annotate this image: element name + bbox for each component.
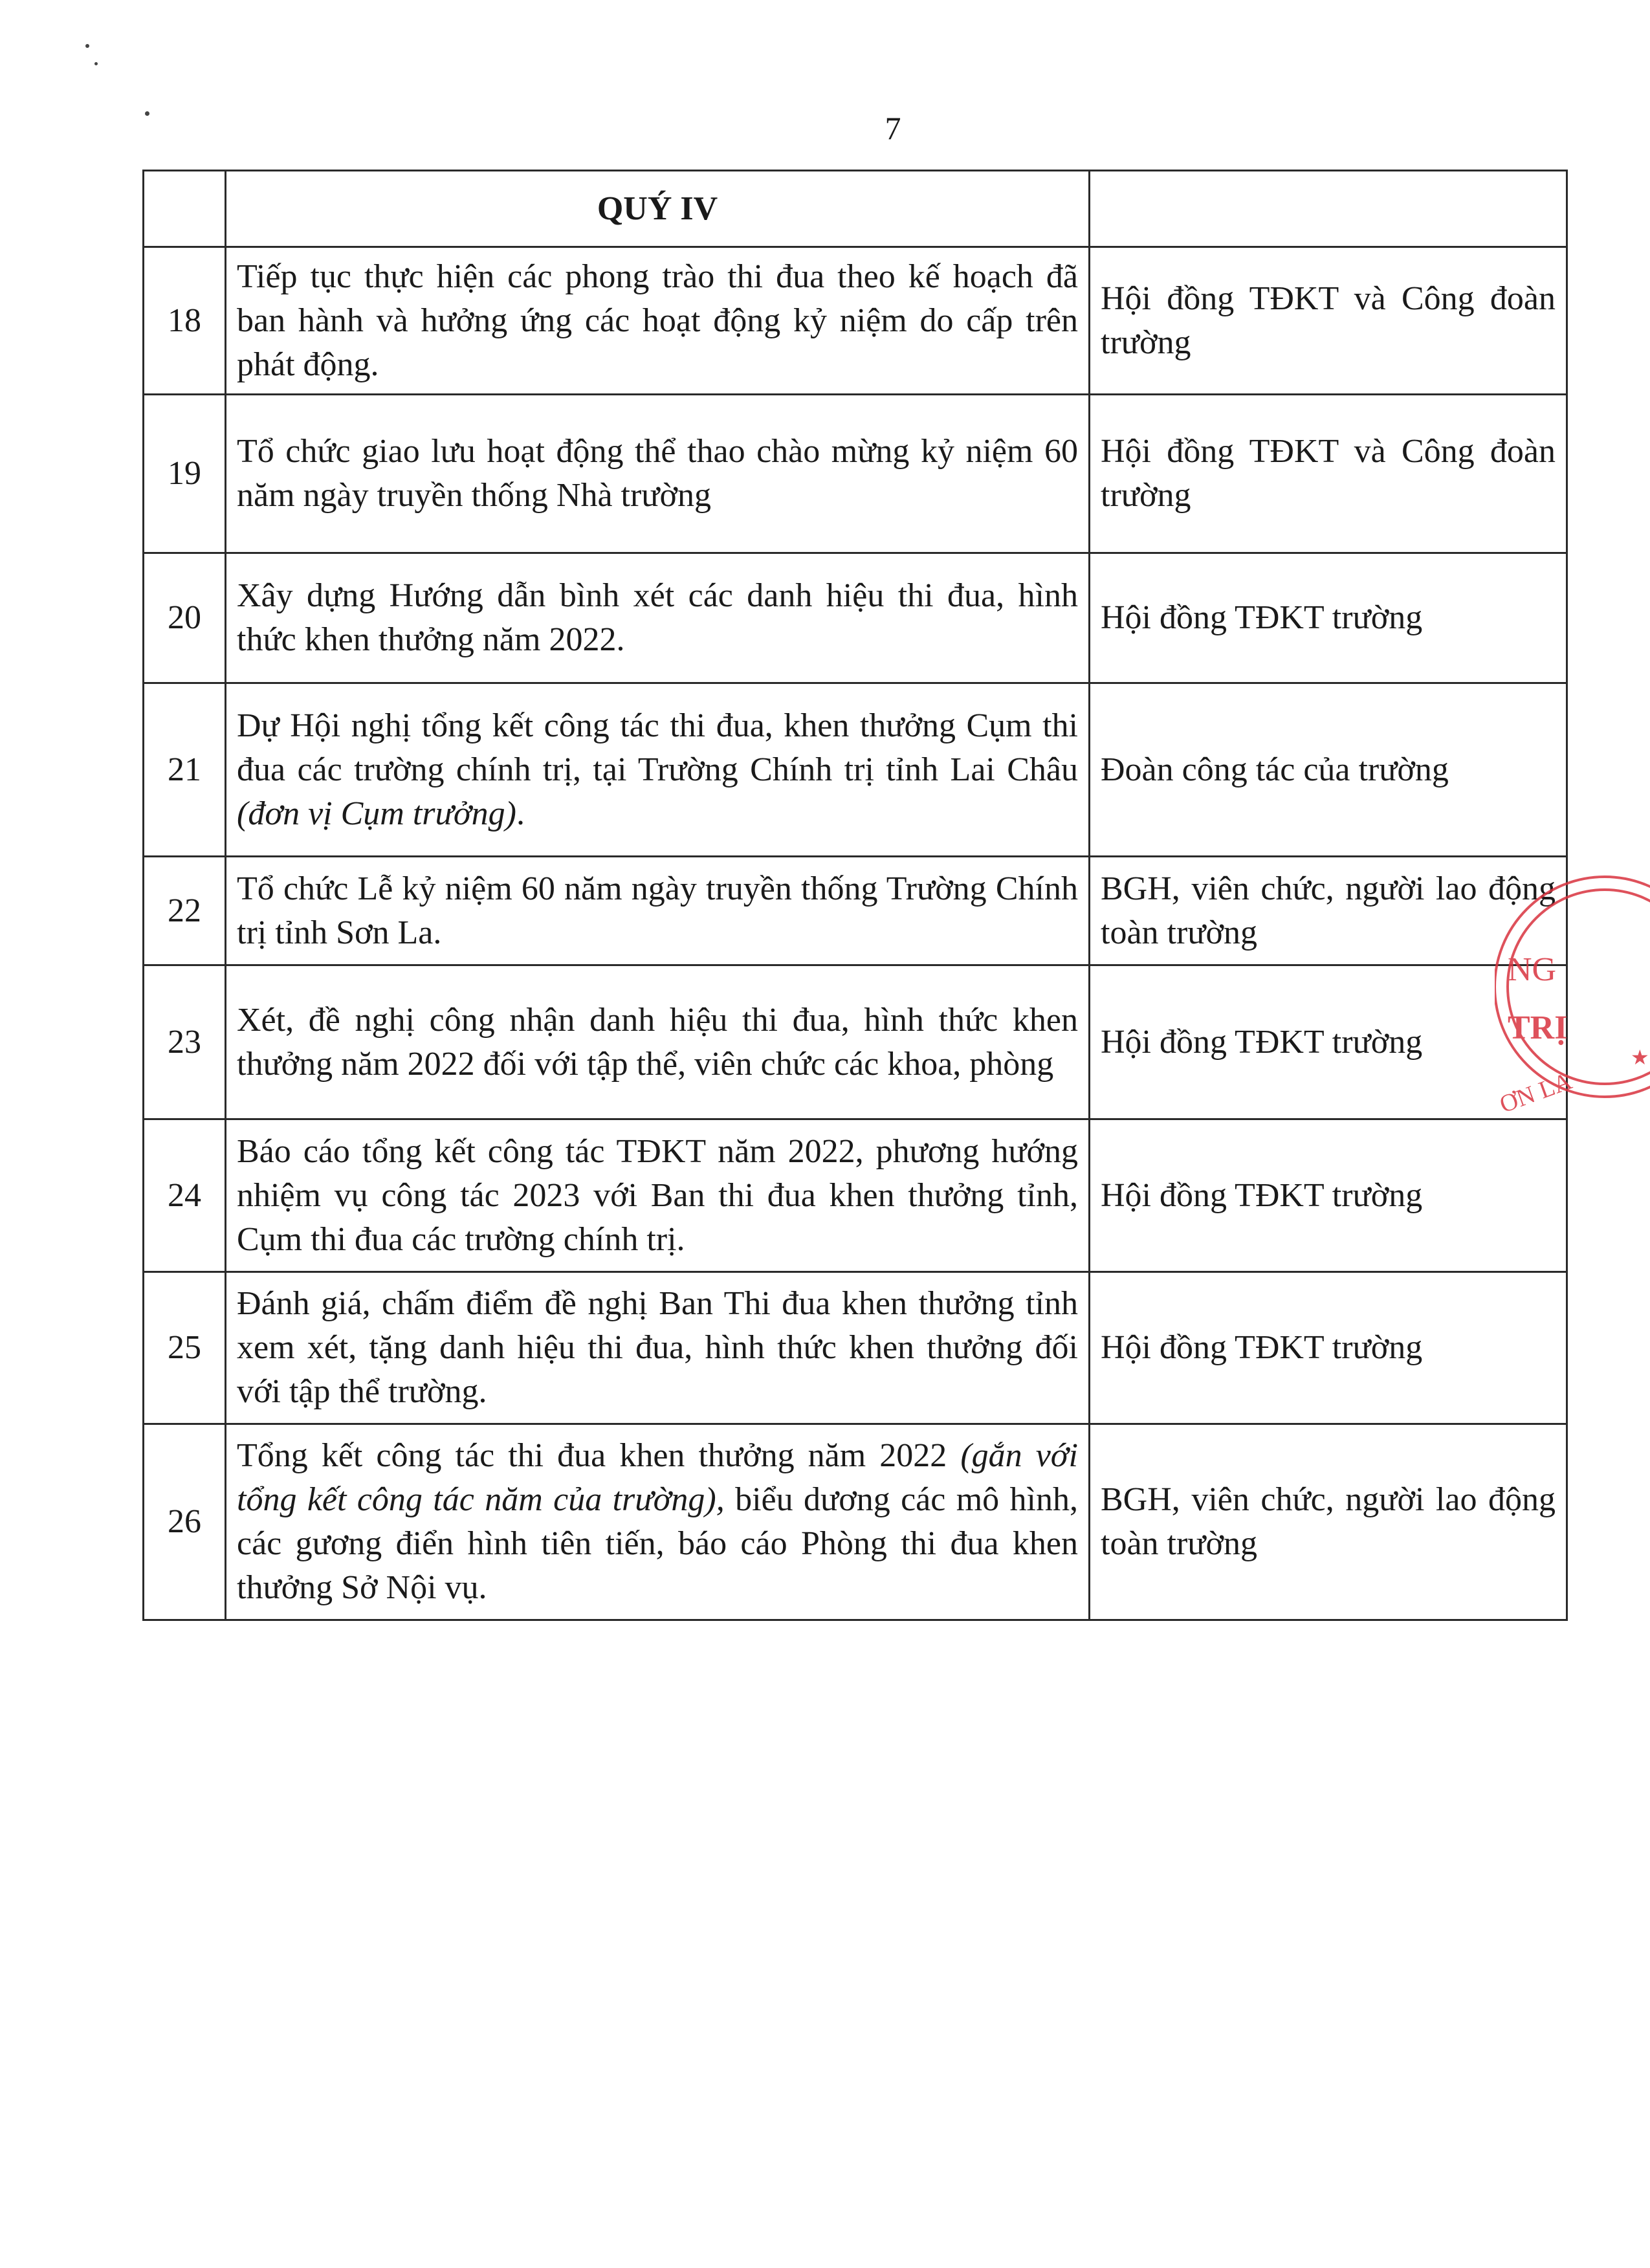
task-description <box>226 1119 1090 1272</box>
activity-row <box>144 1424 1567 1620</box>
row-number: 26 <box>144 1424 226 1620</box>
task-description <box>226 247 1090 395</box>
quarter-heading: QUÝ IV <box>226 171 1090 247</box>
task-text: Báo cáo tổng kết công tác TĐKT năm 2022, phương hướng nhiệm vụ công tác 2023 với Ban thi đua khen thưởng tỉnh, Cụm thi đua các trường chính trị. <box>237 1132 1078 1258</box>
row-number: 23 <box>144 965 226 1119</box>
responsible-party: Hội đồng TĐKT trường <box>1090 553 1567 683</box>
task-text-tail: . <box>516 795 525 832</box>
task-description <box>226 395 1090 553</box>
activity-plan-table <box>142 170 1568 1621</box>
responsible-party: Hội đồng TĐKT trường <box>1090 1272 1567 1424</box>
seal-text-star: ★ <box>1631 1045 1649 1070</box>
activity-row <box>144 395 1567 553</box>
quarter-heading-resp-cell <box>1090 171 1567 247</box>
task-text: Xây dựng Hướng dẫn bình xét các danh hiệu thi đua, hình thức khen thưởng năm 2022. <box>237 577 1078 658</box>
task-text: Tổ chức giao lưu hoạt động thể thao chào mừng kỷ niệm 60 năm ngày truyền thống Nhà trường <box>237 433 1078 514</box>
task-text: Tiếp tục thực hiện các phong trào thi đua theo kế hoạch đã ban hành và hưởng ứng các hoạt động kỷ niệm do cấp trên phát động. <box>237 258 1078 383</box>
seal-text-on-la: ƠN LA <box>1496 1067 1576 1119</box>
responsible-party: Hội đồng TĐKT trường <box>1090 965 1567 1119</box>
row-number: 22 <box>144 857 226 965</box>
responsible-party: Đoàn công tác của trường <box>1090 683 1567 857</box>
page-number: 7 <box>885 110 901 146</box>
row-number: 25 <box>144 1272 226 1424</box>
responsible-party: Hội đồng TĐKT trường <box>1090 1119 1567 1272</box>
responsible-party: BGH, viên chức, người lao động toàn trường <box>1090 1424 1567 1620</box>
quarter-heading-no-cell <box>144 171 226 247</box>
scan-speck <box>85 44 89 48</box>
seal-text-ng: NG <box>1508 951 1557 988</box>
task-note-italic: (đơn vị Cụm trưởng) <box>237 795 516 832</box>
task-note-italic: (gắn với tổng kết công tác năm của trường), <box>237 1437 1078 1518</box>
responsible-party: BGH, viên chức, người lao động toàn trường <box>1090 857 1567 965</box>
activity-row <box>144 857 1567 965</box>
task-text-tail: biểu dương các mô hình, các gương điển hình tiên tiến, báo cáo Phòng thi đua khen thưởng Sở Nội vụ. <box>237 1481 1078 1606</box>
activity-row <box>144 247 1567 395</box>
task-description <box>226 683 1090 857</box>
task-text: Tổ chức Lễ kỷ niệm 60 năm ngày truyền thống Trường Chính trị tỉnh Sơn La. <box>237 870 1078 951</box>
scan-speck <box>94 62 98 65</box>
task-text: Tổng kết công tác thi đua khen thưởng năm 2022 <box>237 1437 961 1474</box>
task-text: Xét, đề nghị công nhận danh hiệu thi đua, hình thức khen thưởng năm 2022 đối với tập thể, viên chức các khoa, phòng <box>237 1001 1078 1083</box>
task-description <box>226 1424 1090 1620</box>
activity-row <box>144 965 1567 1119</box>
activity-row <box>144 683 1567 857</box>
task-description <box>226 857 1090 965</box>
quarter-heading-row <box>144 171 1567 247</box>
task-description <box>226 1272 1090 1424</box>
row-number: 21 <box>144 683 226 857</box>
responsible-party: Hội đồng TĐKT và Công đoàn trường <box>1090 395 1567 553</box>
row-number: 24 <box>144 1119 226 1272</box>
task-description <box>226 553 1090 683</box>
row-number: 20 <box>144 553 226 683</box>
responsible-party: Hội đồng TĐKT và Công đoàn trường <box>1090 247 1567 395</box>
seal-text-tri: TRỊ <box>1508 1009 1568 1046</box>
activity-row <box>144 1119 1567 1272</box>
activity-row <box>144 553 1567 683</box>
task-description <box>226 965 1090 1119</box>
row-number: 18 <box>144 247 226 395</box>
task-text: Dự Hội nghị tổng kết công tác thi đua, khen thưởng Cụm thi đua các trường chính trị, tại Trường Chính trị tỉnh Lai Châu <box>237 707 1078 788</box>
row-number: 19 <box>144 395 226 553</box>
task-text: Đánh giá, chấm điểm đề nghị Ban Thi đua khen thưởng tỉnh xem xét, tặng danh hiệu thi đua, hình thức khen thưởng đối với tập thể trường. <box>237 1285 1078 1410</box>
activity-row <box>144 1272 1567 1424</box>
